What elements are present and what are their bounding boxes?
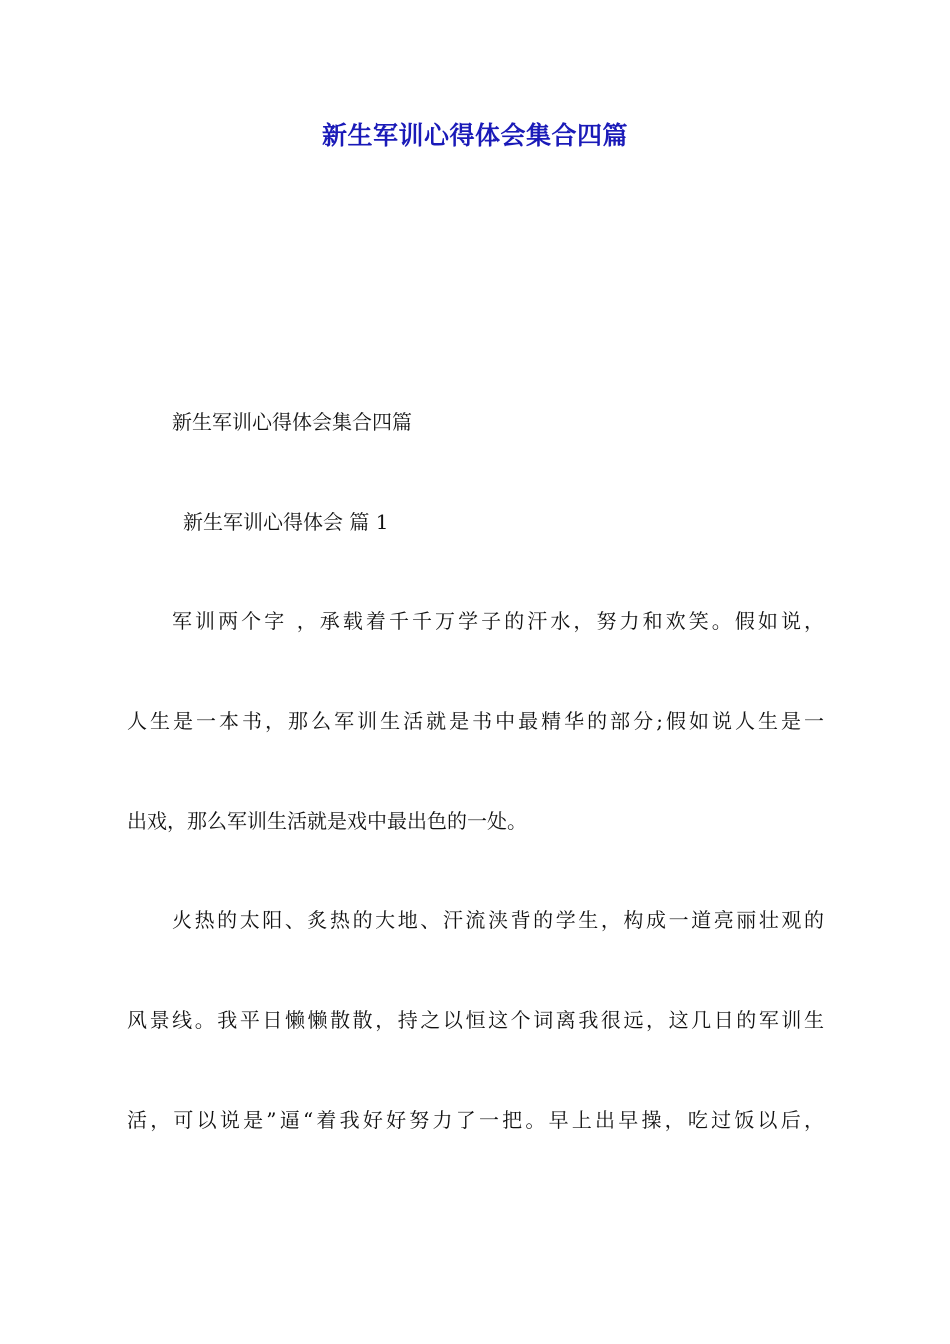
paragraph-line: 人生是一本书，那么军训生活就是书中最精华的部分;假如说人生是一 <box>127 709 824 733</box>
paragraph-line: 活，可以说是”逼“着我好好努力了一把。早上出早操，吃过饭以后， <box>127 1108 824 1132</box>
paragraph-line: 军训两个字 ，承载着千千万学子的汗水，努力和欢笑。假如说， <box>172 609 824 633</box>
document-title: 新生军训心得体会集合四篇 <box>321 121 628 150</box>
paragraph-line: 火热的太阳、炙热的大地、汗流浃背的学生，构成一道亮丽壮观的 <box>172 908 824 932</box>
document-heading: 新生军训心得体会集合四篇 <box>172 410 412 434</box>
paragraph-line: 出戏，那么军训生活就是戏中最出色的一处。 <box>127 809 527 833</box>
section-heading: 新生军训心得体会 篇 1 <box>183 510 389 534</box>
paragraph-line: 风景线。我平日懒懒散散，持之以恒这个词离我很远，这几日的军训生 <box>127 1008 824 1032</box>
